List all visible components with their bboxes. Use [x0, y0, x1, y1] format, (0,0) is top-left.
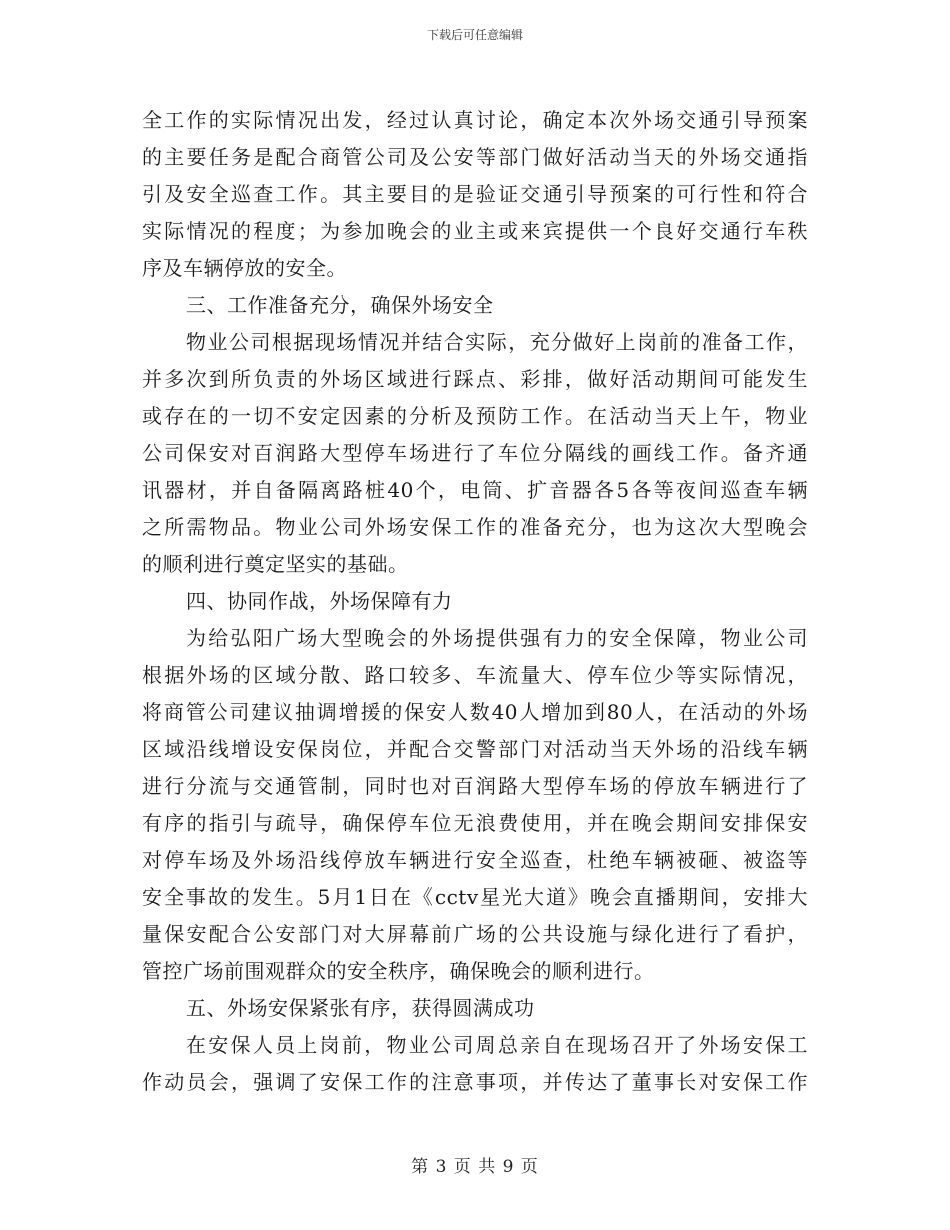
text-line: 讯器材，并自备隔离路桩40个，电筒、扩音器各5各等夜间巡查车辆: [142, 478, 808, 502]
text-line: 管控广场前围观群众的安全秩序，确保晚会的顺利进行。: [142, 959, 655, 983]
text-line: 或存在的一切不安定因素的分析及预防工作。在活动当天上午，物业: [142, 404, 808, 428]
text-line: 公司保安对百润路大型停车场进行了车位分隔线的画线工作。备齐通: [142, 441, 808, 465]
text-line: 根据外场的区域分散、路口较多、车流量大、停车位少等实际情况，: [142, 663, 808, 687]
text-line: 对停车场及外场沿线停放车辆进行安全巡查，杜绝车辆被砸、被盗等: [142, 848, 808, 872]
text-line: 实际情况的程度；为参加晚会的业主或来宾提供一个良好交通行车秩: [142, 219, 808, 243]
text-line: 安全事故的发生。5月1日在《cctv星光大道》晚会直播期间，安排大: [142, 885, 808, 909]
text-line: 区域沿线增设安保岗位，并配合交警部门对活动当天外场的沿线车辆: [142, 737, 808, 761]
paragraph: [142, 324, 808, 583]
text-line: 四、协同作战，外场保障有力: [186, 589, 453, 613]
text-line: 五、外场安保紧张有序，获得圆满成功: [186, 996, 535, 1020]
paragraph: [142, 102, 808, 287]
paragraph: [142, 620, 808, 990]
text-line: 为给弘阳广场大型晚会的外场提供强有力的安全保障，物业公司: [186, 626, 808, 650]
text-line: 序及车辆停放的安全。: [142, 256, 347, 280]
text-line: 在安保人员上岗前，物业公司周总亲自在现场召开了外场安保工: [186, 1033, 808, 1057]
text-line: 作动员会，强调了安保工作的注意事项，并传达了董事长对安保工作: [142, 1070, 808, 1094]
text-line: 将商管公司建议抽调增援的保安人数40人增加到80人，在活动的外场: [142, 700, 808, 724]
text-line: 的顺利进行奠定坚实的基础。: [142, 552, 409, 576]
text-line: 并多次到所负责的外场区域进行踩点、彩排，做好活动期间可能发生: [142, 367, 808, 391]
text-line: 全工作的实际情况出发，经过认真讨论，确定本次外场交通引导预案: [142, 108, 808, 132]
section-heading: [142, 990, 808, 1027]
text-line: 之所需物品。物业公司外场安保工作的准备充分，也为这次大型晚会: [142, 515, 808, 539]
text-line: 物业公司根据现场情况并结合实际，充分做好上岗前的准备工作，: [186, 330, 808, 354]
page-number: 第 3 页 共 9 页: [411, 1157, 539, 1177]
text-line: 的主要任务是配合商管公司及公安等部门做好活动当天的外场交通指: [142, 145, 808, 169]
text-line: 量保安配合公安部门对大屏幕前广场的公共设施与绿化进行了看护，: [142, 922, 808, 946]
paragraph: [142, 1027, 808, 1101]
text-line: 三、工作准备充分，确保外场安全: [186, 293, 494, 317]
document-body: [142, 102, 808, 1101]
text-line: 引及安全巡查工作。其主要目的是验证交通引导预案的可行性和符合: [142, 182, 808, 206]
text-line: 有序的指引与疏导，确保停车位无浪费使用，并在晚会期间安排保安: [142, 811, 808, 835]
section-heading: [142, 287, 808, 324]
section-heading: [142, 583, 808, 620]
page-header: 下载后可任意编辑: [426, 28, 523, 42]
text-line: 进行分流与交通管制，同时也对百润路大型停车场的停放车辆进行了: [142, 774, 808, 798]
